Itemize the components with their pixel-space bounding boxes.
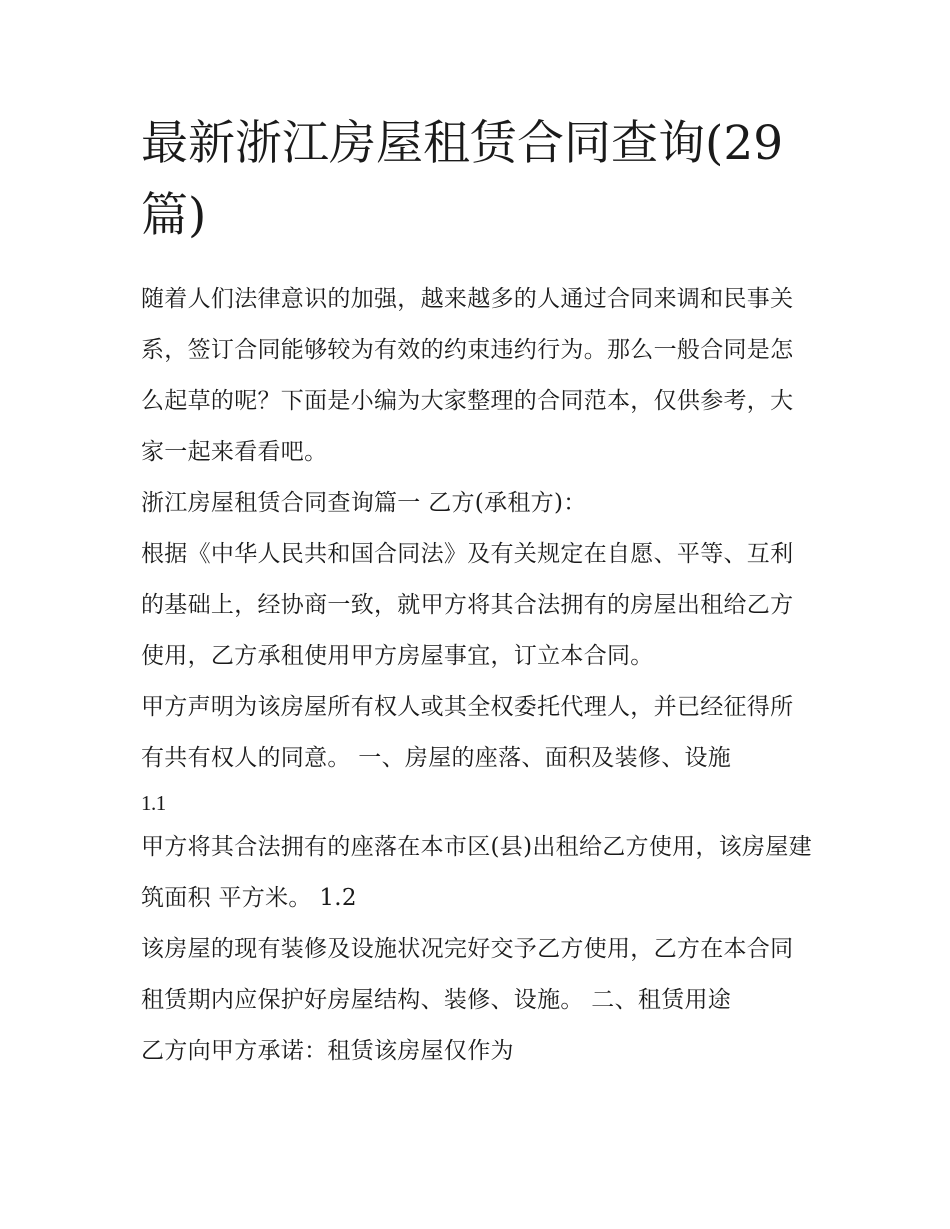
usage-paragraph: 乙方向甲方承诺：租赁该房屋仅作为: [141, 1038, 514, 1064]
declaration-paragraph: 甲方声明为该房屋所有权人或其全权委托代理人，并已经征得所有共有权人的同意。 一、房屋的座落、面积及装修、设施: [141, 694, 794, 771]
section-heading-paragraph: 浙江房屋租赁合同查询篇一 乙方(承租方)：: [141, 490, 587, 516]
clause-number: 1.1: [141, 791, 166, 815]
decoration-paragraph: 该房屋的现有装修及设施状况完好交予乙方使用，乙方在本合同租赁期内应保护好房屋结构、装修、设施。 二、租赁用途: [141, 936, 794, 1013]
intro-paragraph: 随着人们法律意识的加强，越来越多的人通过合同来调和民事关系，签订合同能够较为有效的约束违约行为。那么一般合同是怎么起草的呢？下面是小编为大家整理的合同范本，仅供参考，大家一起来看看吧。: [141, 286, 794, 465]
basis-paragraph: 根据《中华人民共和国合同法》及有关规定在自愿、平等、互利的基础上，经协商一致，就甲方将其合法拥有的房屋出租给乙方使用，乙方承租使用甲方房屋事宜，订立本合同。: [141, 541, 794, 669]
location-paragraph: 甲方将其合法拥有的座落在本市区(县)出租给乙方使用，该房屋建筑面积 平方米。 1.2: [141, 834, 812, 911]
document-title: 最新浙江房屋租赁合同查询(29篇): [141, 116, 784, 243]
document-page: [141, 108, 816, 1077]
